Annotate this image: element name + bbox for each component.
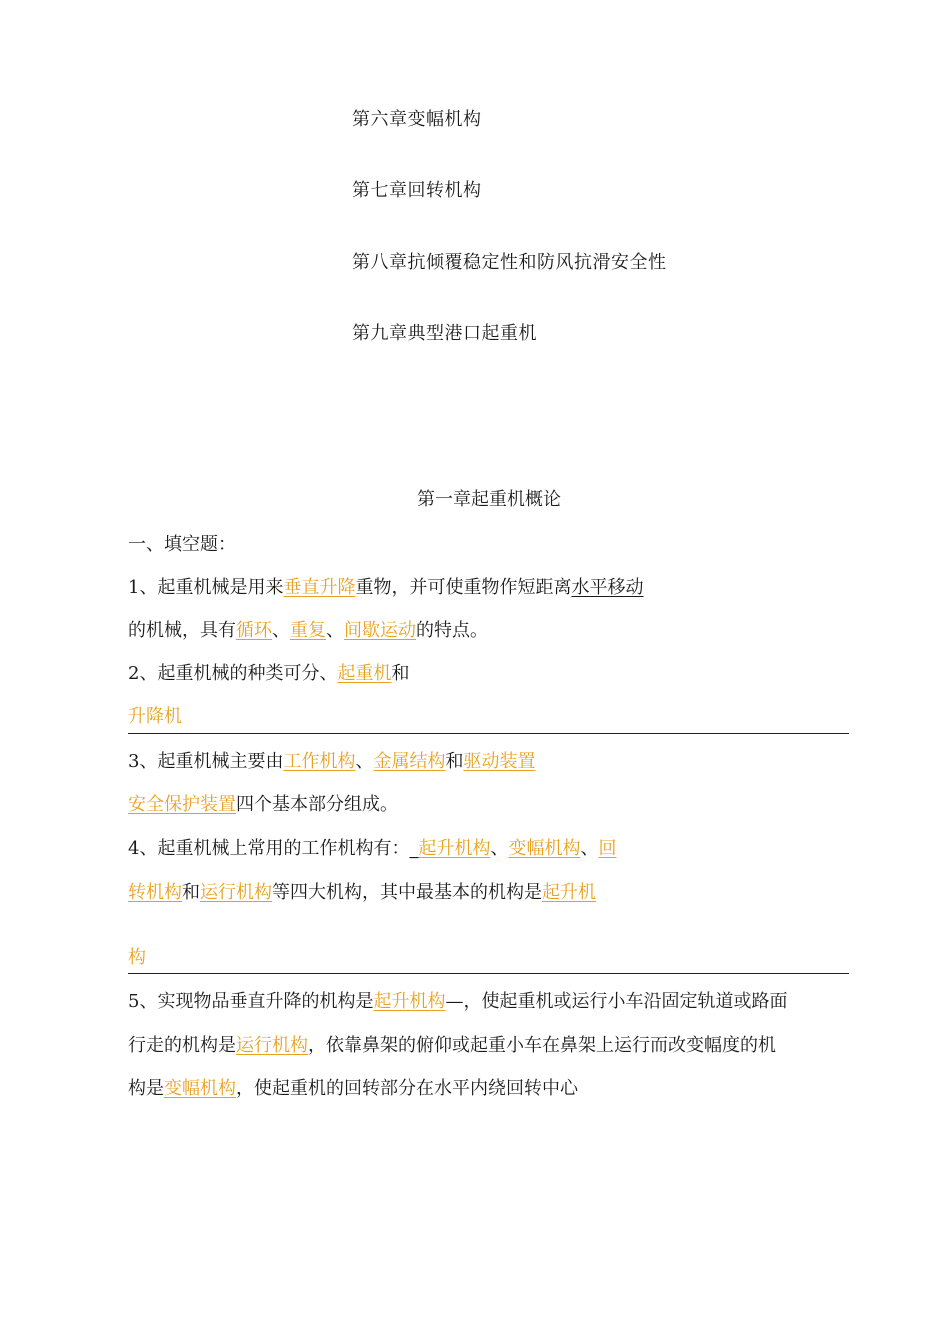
q1-answer-3: 循环 [236, 620, 272, 641]
q1-separator: 、 [326, 620, 344, 641]
chapter-title: 第一章起重机概论 [417, 489, 561, 510]
q4-line1 [128, 837, 616, 861]
q5-line1 [128, 990, 787, 1014]
q4-text: 等四大机构，其中最基本的机构是 [272, 882, 542, 903]
q5-line2 [128, 1034, 776, 1058]
q2-line2 [128, 705, 182, 729]
q5-answer-2: 运行机构 [236, 1035, 308, 1056]
q4-separator: 、 [490, 838, 509, 859]
q5-text: ，依靠鼻架的俯仰或起重小车在鼻架上运行而改变幅度的机 [308, 1035, 776, 1056]
q5-text: 行走的机构是 [128, 1035, 236, 1056]
answer-rule [128, 733, 849, 734]
q5-answer-1: 起升机构 [373, 991, 446, 1012]
q4-answer-1: 起升机构 [418, 838, 491, 859]
q1-text: 的机械，具有 [128, 620, 236, 641]
q3-line1 [128, 750, 535, 774]
q2-answer-2: 升降机 [128, 706, 182, 727]
q1-text: 1、起重机械是用来 [128, 577, 284, 598]
q1-answer-1: 垂直升降 [283, 577, 356, 598]
q3-text: 和 [445, 751, 464, 772]
q1-answer-2: 水平移动 [571, 577, 644, 598]
q1-line2 [128, 619, 488, 643]
section-heading: 一、填空题： [128, 534, 236, 555]
q2-answer-1: 起重机 [337, 663, 392, 684]
q1-text: 的特点。 [416, 620, 488, 641]
q3-answer-2: 金属结构 [373, 751, 446, 772]
q5-text: 构是 [128, 1078, 164, 1099]
q4-text: 和 [182, 882, 200, 903]
q3-answer-1: 工作机构 [283, 751, 356, 772]
q3-separator: 、 [355, 751, 374, 772]
toc-item-ch6: 第六章变幅机构 [352, 109, 482, 130]
toc-item-ch7: 第七章回转机构 [352, 180, 482, 201]
answer-rule [128, 973, 849, 974]
q1-answer-5: 间歇运动 [344, 620, 416, 641]
q5-text: ，使起重机的回转部分在水平内绕回转中心 [236, 1078, 578, 1099]
q1-text: 重物，并可使重物作短距离 [355, 577, 572, 598]
q4-answer-5: 起升机 [542, 882, 596, 903]
q3-text: 四个基本部分组成。 [236, 794, 398, 815]
toc-item-ch8: 第八章抗倾覆稳定性和防风抗滑安全性 [352, 252, 667, 273]
q5-text: —，使起重机或运行小车沿固定轨道或路面 [445, 991, 788, 1012]
q4-text: 4、起重机械上常用的工作机构有： [128, 838, 410, 859]
toc-item-ch9: 第九章典型港口起重机 [352, 323, 537, 344]
q4-answer-3: 回 [598, 838, 617, 859]
q3-line2 [128, 793, 398, 817]
q4-line2 [128, 881, 596, 905]
q4-line3 [128, 946, 146, 970]
q4-answer-4: 运行机构 [200, 882, 272, 903]
q4-answer-2: 变幅机构 [508, 838, 581, 859]
q4-answer-3: 转机构 [128, 882, 182, 903]
q4-separator: 、 [580, 838, 599, 859]
q1-line1 [128, 576, 643, 600]
q4-blank: _ [409, 838, 419, 859]
q2-text: 和 [391, 663, 410, 684]
q3-text: 3、起重机械主要由 [128, 751, 284, 772]
q5-answer-3: 变幅机构 [164, 1078, 236, 1099]
q1-answer-4: 重复 [290, 620, 326, 641]
q5-line3 [128, 1077, 578, 1101]
q3-answer-3: 驱动装置 [463, 751, 536, 772]
q3-answer-4: 安全保护装置 [128, 794, 236, 815]
q1-separator: 、 [272, 620, 290, 641]
q5-text: 5、实现物品垂直升降的机构是 [128, 991, 374, 1012]
q4-answer-5: 构 [128, 947, 146, 968]
q2-text: 2、起重机械的种类可分、 [128, 663, 338, 684]
q2-line1 [128, 662, 409, 686]
